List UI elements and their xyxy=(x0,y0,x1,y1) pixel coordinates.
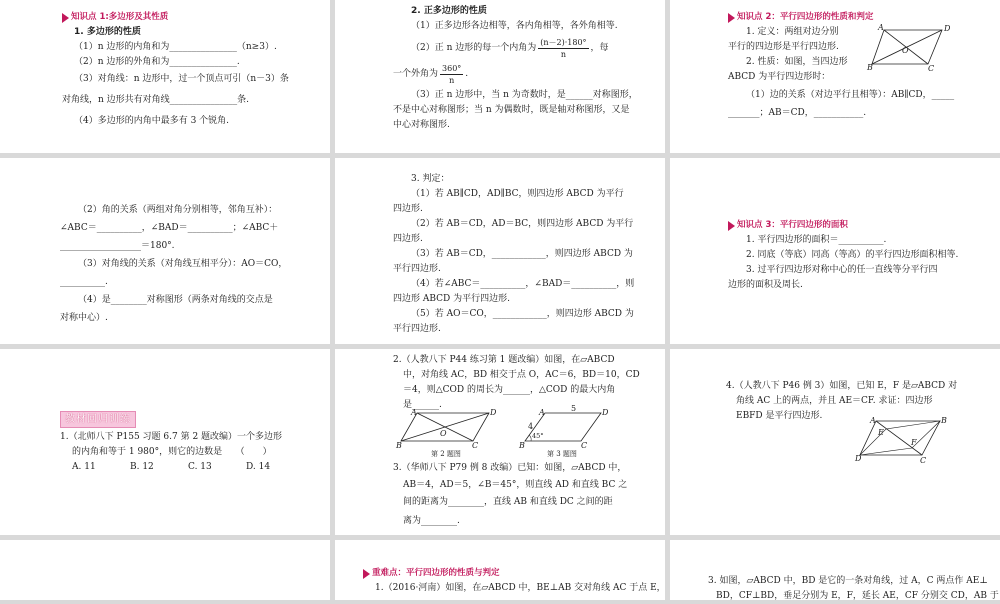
text-line: 中心对称图形. xyxy=(393,120,450,130)
label-a: A xyxy=(870,416,876,425)
figure-q3 xyxy=(519,404,609,458)
label-b: B xyxy=(519,441,525,450)
text-line: 不是中心对称图形；当 n 为偶数时，既是轴对称图形，又是 xyxy=(393,105,630,115)
text-line: （1）n 边形的内角和为_______________（n≥3）. xyxy=(74,42,277,52)
knowledge-point-1-header: 知识点 1:多边形及其性质 xyxy=(62,10,327,25)
text-line: （2）正 n 边形的每一个内角为 (n－2)·180° n ，每 xyxy=(411,38,609,59)
question-line: 2.（人教八下 P44 练习第 1 题改编）如图，在▱ABCD xyxy=(393,355,615,365)
question-line: EBFD 是平行四边形. xyxy=(736,411,823,421)
option-b: B. 12 xyxy=(130,462,154,472)
text-line: _______；AB＝CD，___________. xyxy=(728,108,867,118)
text-line: ABCD 为平行四边形时： xyxy=(728,72,831,82)
question-line: AB＝4，AD＝5，∠B＝45°，则直线 AD 和直线 BC 之 xyxy=(403,480,628,490)
text-line: （1）若 AB∥CD，AD∥BC，则四边形 ABCD 为平行 xyxy=(411,189,624,199)
text-line: 平行的四边形是平行四边形. xyxy=(728,42,839,52)
text-line: （4）多边形的内角中最多有 3 个锐角. xyxy=(74,116,230,126)
question-line: 离为________. xyxy=(403,516,460,526)
knowledge-point-3-header: 知识点 3：平行四边形的面积 xyxy=(728,218,998,233)
text-line: 1. 平行四边形的面积＝__________. xyxy=(746,235,887,245)
label-f: F xyxy=(911,438,917,447)
label-c: C xyxy=(581,441,588,450)
label-c: C xyxy=(472,441,479,450)
label-d: D xyxy=(602,408,609,417)
inner-quadrilateral xyxy=(860,421,940,455)
text-line: __________. xyxy=(60,277,108,287)
text-line: （4）是________对称图形（两条对角线的交点是 xyxy=(78,295,273,305)
text-line: 四边形 ABCD 为平行四边形. xyxy=(393,294,510,304)
option-row xyxy=(72,460,325,475)
question-line: 的内角和等于 1 980°，则它的边数是 （ ） xyxy=(72,447,272,457)
slide-7 xyxy=(0,349,330,535)
label-b: B xyxy=(867,63,873,72)
text-line: （3）若 AB＝CD，____________，则四边形 ABCD 为 xyxy=(411,249,633,259)
figure-caption: 第 2 题图 xyxy=(431,450,461,458)
slide-5 xyxy=(335,158,665,344)
option-d: D. 14 xyxy=(246,462,271,472)
figure-q2 xyxy=(397,407,497,457)
slide-6 xyxy=(670,158,1000,344)
text-line: 2. 同底（等底）同高（等高）的平行四边形面积相等. xyxy=(746,250,959,260)
section-heading: 1. 多边形的性质 xyxy=(74,27,141,37)
figure-caption: 第 3 题图 xyxy=(547,450,577,458)
slide-4 xyxy=(0,158,330,344)
section-banner: 教材回归训练 xyxy=(60,411,136,428)
label-o: O xyxy=(440,429,447,438)
triangle-marker-icon xyxy=(62,13,69,23)
slide-8 xyxy=(335,349,665,535)
section-heading: 2. 正多边形的性质 xyxy=(411,6,487,16)
text-line: 1. 定义：两组对边分别 xyxy=(746,27,839,37)
text-line: （3）对角线的关系（对角线互相平分）：AO＝CO， xyxy=(78,259,288,269)
label-d: D xyxy=(944,24,951,33)
question-line: 1.（北师八下 P155 习题 6.7 第 2 题改编）一个多边形 xyxy=(60,432,283,442)
text-line: （1）正多边形各边相等，各内角相等，各外角相等. xyxy=(411,21,618,31)
question-line: 角线 AC 上的两点，并且 AE＝CF. 求证：四边形 xyxy=(736,396,933,406)
parallelogram-figure xyxy=(867,22,951,73)
slide-9 xyxy=(670,349,1000,535)
label-b: B xyxy=(396,441,402,450)
angle-label: 45° xyxy=(532,432,544,440)
text-line: 3. 过平行四边形对称中心的任一直线等分平行四 xyxy=(746,265,938,275)
text-line: 2. 性质：如图，当四边形 xyxy=(746,57,848,67)
text-line: __________________＝180°. xyxy=(60,241,175,251)
question-line: 3.（华师八下 P79 例 8 改编）已知：如图，▱ABCD 中， xyxy=(393,463,627,473)
text-line: （3）正 n 边形中，当 n 为奇数时，是______对称图形， xyxy=(411,90,638,100)
text-line: 四边形. xyxy=(393,204,423,214)
label-a: A xyxy=(539,408,545,417)
text-line: （5）若 AO＝CO，____________，则四边形 ABCD 为 xyxy=(411,309,634,319)
label-d: D xyxy=(490,408,497,417)
text-line: （2）角的关系（两组对角分别相等，邻角互补）： xyxy=(78,205,278,215)
figure-q4 xyxy=(856,415,948,465)
text-line: 平行四边形. xyxy=(393,324,441,334)
text-line: 平行四边形. xyxy=(393,264,441,274)
text-line: （1）边的关系（对边平行且相等）：AB∥CD，_____ xyxy=(746,90,955,100)
slide-2 xyxy=(335,0,665,153)
text-line: （2）n 边形的外角和为_______________. xyxy=(74,57,240,67)
slide-3 xyxy=(670,0,1000,153)
question-line: 3. 如图，▱ABCD 中，BD 是它的一条对角线，过 A，C 两点作 AE⊥ xyxy=(708,576,988,586)
fraction: (n－2)·180° n xyxy=(540,38,587,59)
text-line: 对角线，n 边形共有对角线_______________条. xyxy=(62,95,250,105)
question-line: 中，对角线 AC，BD 相交于点 O，AC＝6，BD＝10，CD xyxy=(403,370,640,380)
side-length-top: 5 xyxy=(571,404,577,413)
angle-arc xyxy=(529,435,531,441)
text-line: 边形的面积及周长. xyxy=(728,280,803,290)
label-o: O xyxy=(902,46,909,55)
label-a: A xyxy=(878,23,884,32)
text-line: 四边形. xyxy=(393,234,423,244)
triangle-marker-icon xyxy=(728,221,735,231)
option-c: C. 13 xyxy=(188,462,212,472)
label-e: E xyxy=(878,428,884,437)
label-d: D xyxy=(855,454,862,463)
fraction: 360° n xyxy=(442,64,462,85)
option-a: A. 11 xyxy=(72,462,96,472)
text-line: 3. 判定： xyxy=(411,174,450,184)
label-b: B xyxy=(941,416,947,425)
question-line: 1.（2016·河南）如图，在▱ABCD 中，BE⊥AB 交对角线 AC 于点 E， xyxy=(375,583,666,593)
difficulty-point-header: 重难点：平行四边形的性质与判定 xyxy=(363,566,663,581)
question-line: ＝4，则△COD 的周长为______，△COD 的最大内角 xyxy=(403,385,616,395)
label-a: A xyxy=(411,408,417,417)
slide-1 xyxy=(0,0,330,153)
text-line: 一个外角为 360° n . xyxy=(393,64,469,85)
slide-11 xyxy=(335,540,665,600)
text-line: 对称中心）. xyxy=(60,313,108,323)
question-line: BD，CF⊥BD，垂足分别为 E，F，延长 AE，CF 分别交 CD，AB 于 xyxy=(716,591,999,601)
label-c: C xyxy=(920,456,927,465)
question-line: 4.（人教八下 P46 例 3）如图，已知 E，F 是▱ABCD 对 xyxy=(726,381,958,391)
text-line: （4）若∠ABC＝__________，∠BAD＝__________，则 xyxy=(411,279,635,289)
question-line: 是______. xyxy=(403,400,442,410)
side-length-left: 4 xyxy=(528,422,534,431)
text-line: （3）对角线：n 边形中，过一个顶点可引（n－3）条 xyxy=(74,74,289,84)
text-line: （2）若 AB＝CD，AD＝BC，则四边形 ABCD 为平行 xyxy=(411,219,634,229)
question-line: 间的距离为________，直线 AB 和直线 DC 之间的距 xyxy=(403,497,613,507)
slide-12 xyxy=(670,540,1000,600)
triangle-marker-icon xyxy=(363,569,370,579)
knowledge-point-2-header: 知识点 2：平行四边形的性质和判定 xyxy=(728,10,998,25)
triangle-marker-icon xyxy=(728,13,735,23)
label-c: C xyxy=(928,64,935,73)
slide-10 xyxy=(0,540,330,600)
text-line: ∠ABC＝__________，∠BAD＝__________；∠ABC＋ xyxy=(60,223,279,233)
